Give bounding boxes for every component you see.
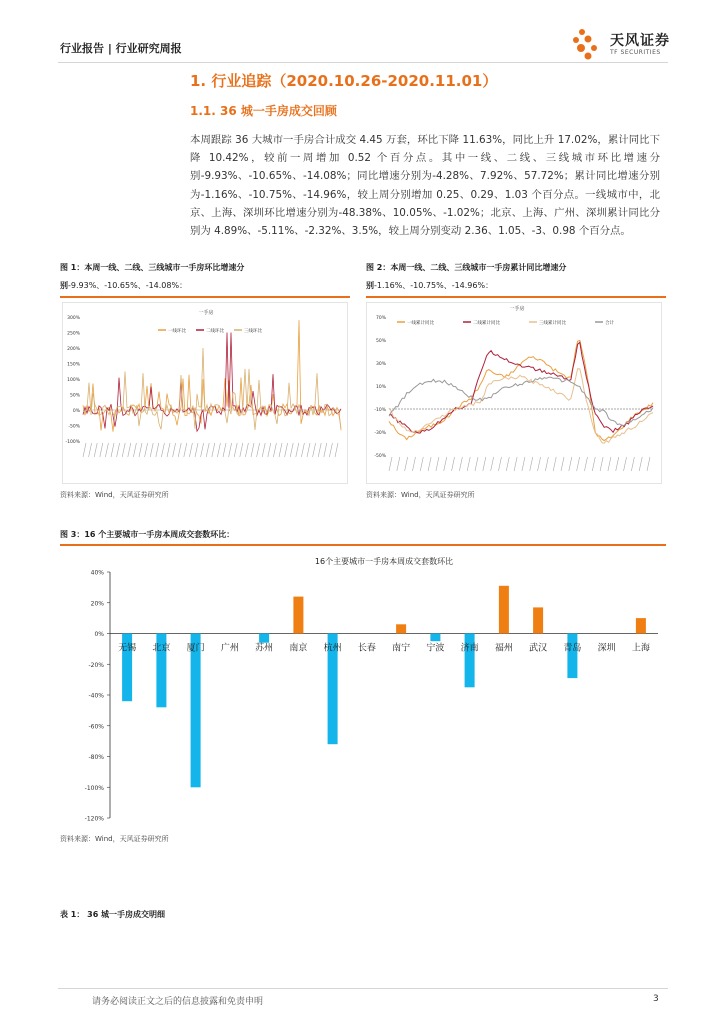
fig2-x-tick-label xyxy=(475,457,478,471)
fig2-legend-label: 二线累计同比 xyxy=(473,321,500,326)
fig3-y-tick: -80% xyxy=(88,754,104,761)
fig1-x-tick-label xyxy=(290,443,293,457)
table1-caption: 表 1： 36 城一手房成交明细 xyxy=(60,910,166,919)
fig3-category-label: 武汉 xyxy=(529,643,548,654)
fig3-y-tick: -100% xyxy=(84,784,104,792)
fig2-x-tick-label xyxy=(639,457,642,471)
fig2-x-tick-label xyxy=(616,457,619,471)
fig1-x-tick-label xyxy=(329,443,332,457)
fig1-y-tick: 250% xyxy=(67,331,80,337)
fig2-x-tick-label xyxy=(647,457,650,471)
fig1-x-tick-label xyxy=(212,443,215,457)
subsection-heading: 1.1. 36 城一手房成交回顾 xyxy=(190,104,337,118)
fig2-x-tick-label xyxy=(561,457,564,471)
fig2-x-tick-label xyxy=(452,457,455,471)
header-divider xyxy=(58,62,668,63)
fig3-category-label: 苏州 xyxy=(255,643,274,654)
fig2-caption-title: 图 2：本周一线、二线、三线城市一手房累计同比增速分别 xyxy=(366,263,567,290)
fig1-x-tick-label xyxy=(150,443,153,457)
fig1-x-tick-label xyxy=(111,443,114,457)
fig2-x-tick-label xyxy=(483,457,486,471)
fig2-rule xyxy=(366,296,666,298)
fig2-x-tick-label xyxy=(569,457,572,471)
fig1-x-tick-label xyxy=(318,443,321,457)
fig1-x-tick-label xyxy=(257,443,260,457)
fig3-bar xyxy=(636,618,646,633)
fig3-y-tick: 40% xyxy=(90,569,104,577)
fig3-category-label: 无锡 xyxy=(118,643,137,654)
fig3-category-label: 青岛 xyxy=(563,643,582,654)
fig2-y-tick: -30% xyxy=(374,431,386,436)
fig1-y-tick: 50% xyxy=(69,393,80,399)
fig3-category-label: 北京 xyxy=(152,643,171,654)
fig1-x-tick-label xyxy=(122,443,125,457)
fig2-y-tick: -10% xyxy=(374,408,386,413)
fig1-y-tick: -100% xyxy=(65,440,80,445)
fig1-legend-label: 三线环比 xyxy=(244,329,262,334)
fig3-rule xyxy=(60,544,666,546)
fig3-category-label: 杭州 xyxy=(323,643,342,654)
fig1-x-tick-label xyxy=(94,443,97,457)
fig2-caption xyxy=(366,259,666,295)
fig2-y-tick: 70% xyxy=(375,316,386,321)
fig3-y-tick: -60% xyxy=(88,723,104,731)
fig2-legend-label: 一线累计同比 xyxy=(407,321,434,326)
fig1-source: 资料来源：Wind，天风证券研究所 xyxy=(60,491,169,499)
fig3-y-tick: 0% xyxy=(94,631,104,638)
fig1-x-tick-label xyxy=(296,443,299,457)
fig1-x-tick-label xyxy=(285,443,288,457)
fig1-x-tick-label xyxy=(217,443,220,457)
fig1-x-tick-label xyxy=(251,443,254,457)
fig1-x-tick-label xyxy=(307,443,310,457)
fig2-chart xyxy=(366,302,662,484)
fig1-x-tick-label xyxy=(201,443,204,457)
fig1-y-tick: 100% xyxy=(67,378,80,383)
fig1-x-tick-label xyxy=(195,443,198,457)
fig1-x-tick-label xyxy=(100,443,103,457)
fig1-title: 一手房 xyxy=(198,310,214,316)
fig1-caption-values: -9.93%、-10.65%、-14.08%： xyxy=(68,281,188,290)
fig1-x-tick-label xyxy=(139,443,142,457)
fig3-bar xyxy=(430,634,440,642)
fig1-x-tick-label xyxy=(262,443,265,457)
fig1-y-tick: 0% xyxy=(72,409,80,414)
fig2-x-tick-label xyxy=(436,457,439,471)
logo-subtext: TF SECURITIES xyxy=(610,49,661,56)
fig3-category-label: 南京 xyxy=(289,643,308,654)
fig1-y-tick: 300% xyxy=(67,316,80,321)
fig2-x-tick-label xyxy=(592,457,595,471)
fig3-category-label: 长春 xyxy=(357,643,376,654)
fig2-x-tick-label xyxy=(584,457,587,471)
page-number: 3 xyxy=(653,994,659,1004)
fig3-bar xyxy=(396,624,406,633)
fig3-bar xyxy=(465,634,475,688)
fig1-chart xyxy=(62,302,348,484)
fig1-x-tick-label xyxy=(273,443,276,457)
fig3-chart xyxy=(62,548,666,824)
fig1-y-tick: 150% xyxy=(67,362,80,368)
logo-text: 天风证券 xyxy=(610,33,670,49)
fig1-x-tick-label xyxy=(89,443,92,457)
fig3-bar xyxy=(499,586,509,634)
fig1-x-tick-label xyxy=(324,443,327,457)
fig1-x-tick-label xyxy=(301,443,304,457)
summary-paragraph: 本周跟踪 36 大城市一手房合计成交 4.45 万套，环比下降 11.63%，同比上升 17.02%，累计同比下降 10.42%，较前一周增加 0.52 个百分点。其中一线、二线、三线城市环比增速分别-9.93%、-10.65%、-14.08%；同比增速分别为-4.28%、7.92%、57.72%；累计同比增速分别为-1.16%、-10.75%、-14.96%，较上周分别增加 0.25、0.29、1.03 个百分点。一线城市中，北京、上海、深圳环比增速分别为-48.38%、10.05%、-1.02%；北京、上海、广州、深圳累计同比分别为 4.89%、-5.11%、-2.32%、3.5%，较上周分别变动 2.36、1.05、-3、0.98 个百分点。 xyxy=(190,134,660,238)
fig2-legend-label: 合计 xyxy=(605,321,614,326)
fig1-x-tick-label xyxy=(167,443,170,457)
fig1-x-tick-label xyxy=(223,443,226,457)
fig1-x-tick-label xyxy=(268,443,271,457)
fig3-bar xyxy=(191,634,201,788)
fig3-category-label: 广州 xyxy=(220,643,239,654)
fig2-x-tick-label xyxy=(608,457,611,471)
fig2-x-tick-label xyxy=(577,457,580,471)
fig3-y-tick: -40% xyxy=(88,692,104,700)
fig3-y-tick: 20% xyxy=(90,600,104,608)
fig2-x-tick-label xyxy=(514,457,517,471)
fig2-source: 资料来源：Wind，天风证券研究所 xyxy=(366,491,475,499)
fig3-category-label: 上海 xyxy=(631,643,650,654)
section-heading: 1. 行业追踪（2020.10.26-2020.11.01） xyxy=(190,72,498,90)
fig2-x-tick-label xyxy=(397,457,400,471)
fig1-x-tick-label xyxy=(184,443,187,457)
fig2-x-tick-label xyxy=(498,457,501,471)
fig2-x-tick-label xyxy=(491,457,494,471)
fig1-x-tick-label xyxy=(335,443,338,457)
fig3-bar xyxy=(259,634,269,643)
fig3-category-label: 深圳 xyxy=(597,643,616,654)
fig3-category-label: 济南 xyxy=(460,643,479,654)
fig1-y-tick: -50% xyxy=(68,424,80,430)
fig1-rule xyxy=(60,296,350,298)
fig3-title: 16个主要城市一手房本周成交套数环比 xyxy=(314,557,454,566)
fig1-x-tick-label xyxy=(173,443,176,457)
fig1-y-tick: 200% xyxy=(67,347,80,352)
fig3-source: 资料来源：Wind，天风证券研究所 xyxy=(60,835,169,843)
fig1-series-line xyxy=(83,320,341,432)
fig1-x-tick-label xyxy=(128,443,131,457)
fig3-bar xyxy=(293,597,303,634)
fig2-x-tick-label xyxy=(420,457,423,471)
fig2-caption-values: -1.16%、-10.75%、-14.96%： xyxy=(374,281,494,290)
fig1-series-line xyxy=(83,333,341,432)
fig2-series-line xyxy=(389,340,653,440)
fig1-legend-label: 二线环比 xyxy=(206,329,224,334)
fig2-y-tick: 10% xyxy=(375,385,386,390)
fig3-y-tick: -20% xyxy=(88,661,104,669)
fig2-x-tick-label xyxy=(405,457,408,471)
fig1-x-tick-label xyxy=(117,443,120,457)
fig2-x-tick-label xyxy=(444,457,447,471)
fig3-category-label: 宁波 xyxy=(426,643,445,654)
fig3-chart-svg xyxy=(62,548,666,824)
fig2-x-tick-label xyxy=(522,457,525,471)
fig1-x-tick-label xyxy=(105,443,108,457)
fig1-chart-svg xyxy=(63,303,349,485)
fig1-caption xyxy=(60,259,350,295)
fig1-x-tick-label xyxy=(279,443,282,457)
fig2-y-tick: 50% xyxy=(375,339,386,344)
fig1-x-tick-label xyxy=(178,443,181,457)
fig3-y-tick: -120% xyxy=(84,815,104,823)
fig1-x-tick-label xyxy=(245,443,248,457)
fig3-bar xyxy=(567,634,577,679)
fig1-x-tick-label xyxy=(156,443,159,457)
fig2-x-tick-label xyxy=(624,457,627,471)
fig3-category-label: 南宁 xyxy=(392,643,411,654)
fig2-x-tick-label xyxy=(530,457,533,471)
fig1-x-tick-label xyxy=(189,443,192,457)
fig2-x-tick-label xyxy=(467,457,470,471)
fig1-caption-title: 图 1：本周一线、二线、三线城市一手房环比增速分别 xyxy=(60,263,245,290)
footer-divider xyxy=(58,988,668,989)
fig2-title: 一手房 xyxy=(509,306,525,312)
fig1-x-tick-label xyxy=(83,443,86,457)
fig2-x-tick-label xyxy=(459,457,462,471)
fig3-bar xyxy=(533,607,543,633)
fig1-legend-label: 一线环比 xyxy=(168,329,186,334)
fig1-x-tick-label xyxy=(229,443,232,457)
fig3-caption: 图 3：16 个主要城市一手房本周成交套数环比： xyxy=(60,530,235,539)
fig2-x-tick-label xyxy=(545,457,548,471)
fig2-x-tick-label xyxy=(389,457,392,471)
fig2-series-line xyxy=(389,342,653,433)
fig2-y-tick: -50% xyxy=(374,454,386,459)
fig1-x-tick-label xyxy=(206,443,209,457)
footer-disclaimer: 请务必阅读正文之后的信息披露和免责申明 xyxy=(92,997,264,1007)
fig2-chart-svg xyxy=(367,303,663,485)
fig2-x-tick-label xyxy=(506,457,509,471)
fig2-x-tick-label xyxy=(538,457,541,471)
breadcrumb: 行业报告 | 行业研究周报 xyxy=(60,42,182,55)
fig1-x-tick-label xyxy=(234,443,237,457)
fig3-category-label: 厦门 xyxy=(186,643,205,654)
fig2-y-tick: 30% xyxy=(375,362,386,367)
fig2-legend-label: 三线累计同比 xyxy=(539,321,566,326)
fig2-x-tick-label xyxy=(631,457,634,471)
fig2-x-tick-label xyxy=(553,457,556,471)
fig2-x-tick-label xyxy=(412,457,415,471)
fig1-x-tick-label xyxy=(161,443,164,457)
fig3-category-label: 福州 xyxy=(494,643,513,654)
fig2-x-tick-label xyxy=(600,457,603,471)
fig2-series-line xyxy=(389,377,653,425)
fig2-x-tick-label xyxy=(428,457,431,471)
fig1-x-tick-label xyxy=(145,443,148,457)
fig1-x-tick-label xyxy=(133,443,136,457)
fig1-x-tick-label xyxy=(313,443,316,457)
fig1-x-tick-label xyxy=(240,443,243,457)
